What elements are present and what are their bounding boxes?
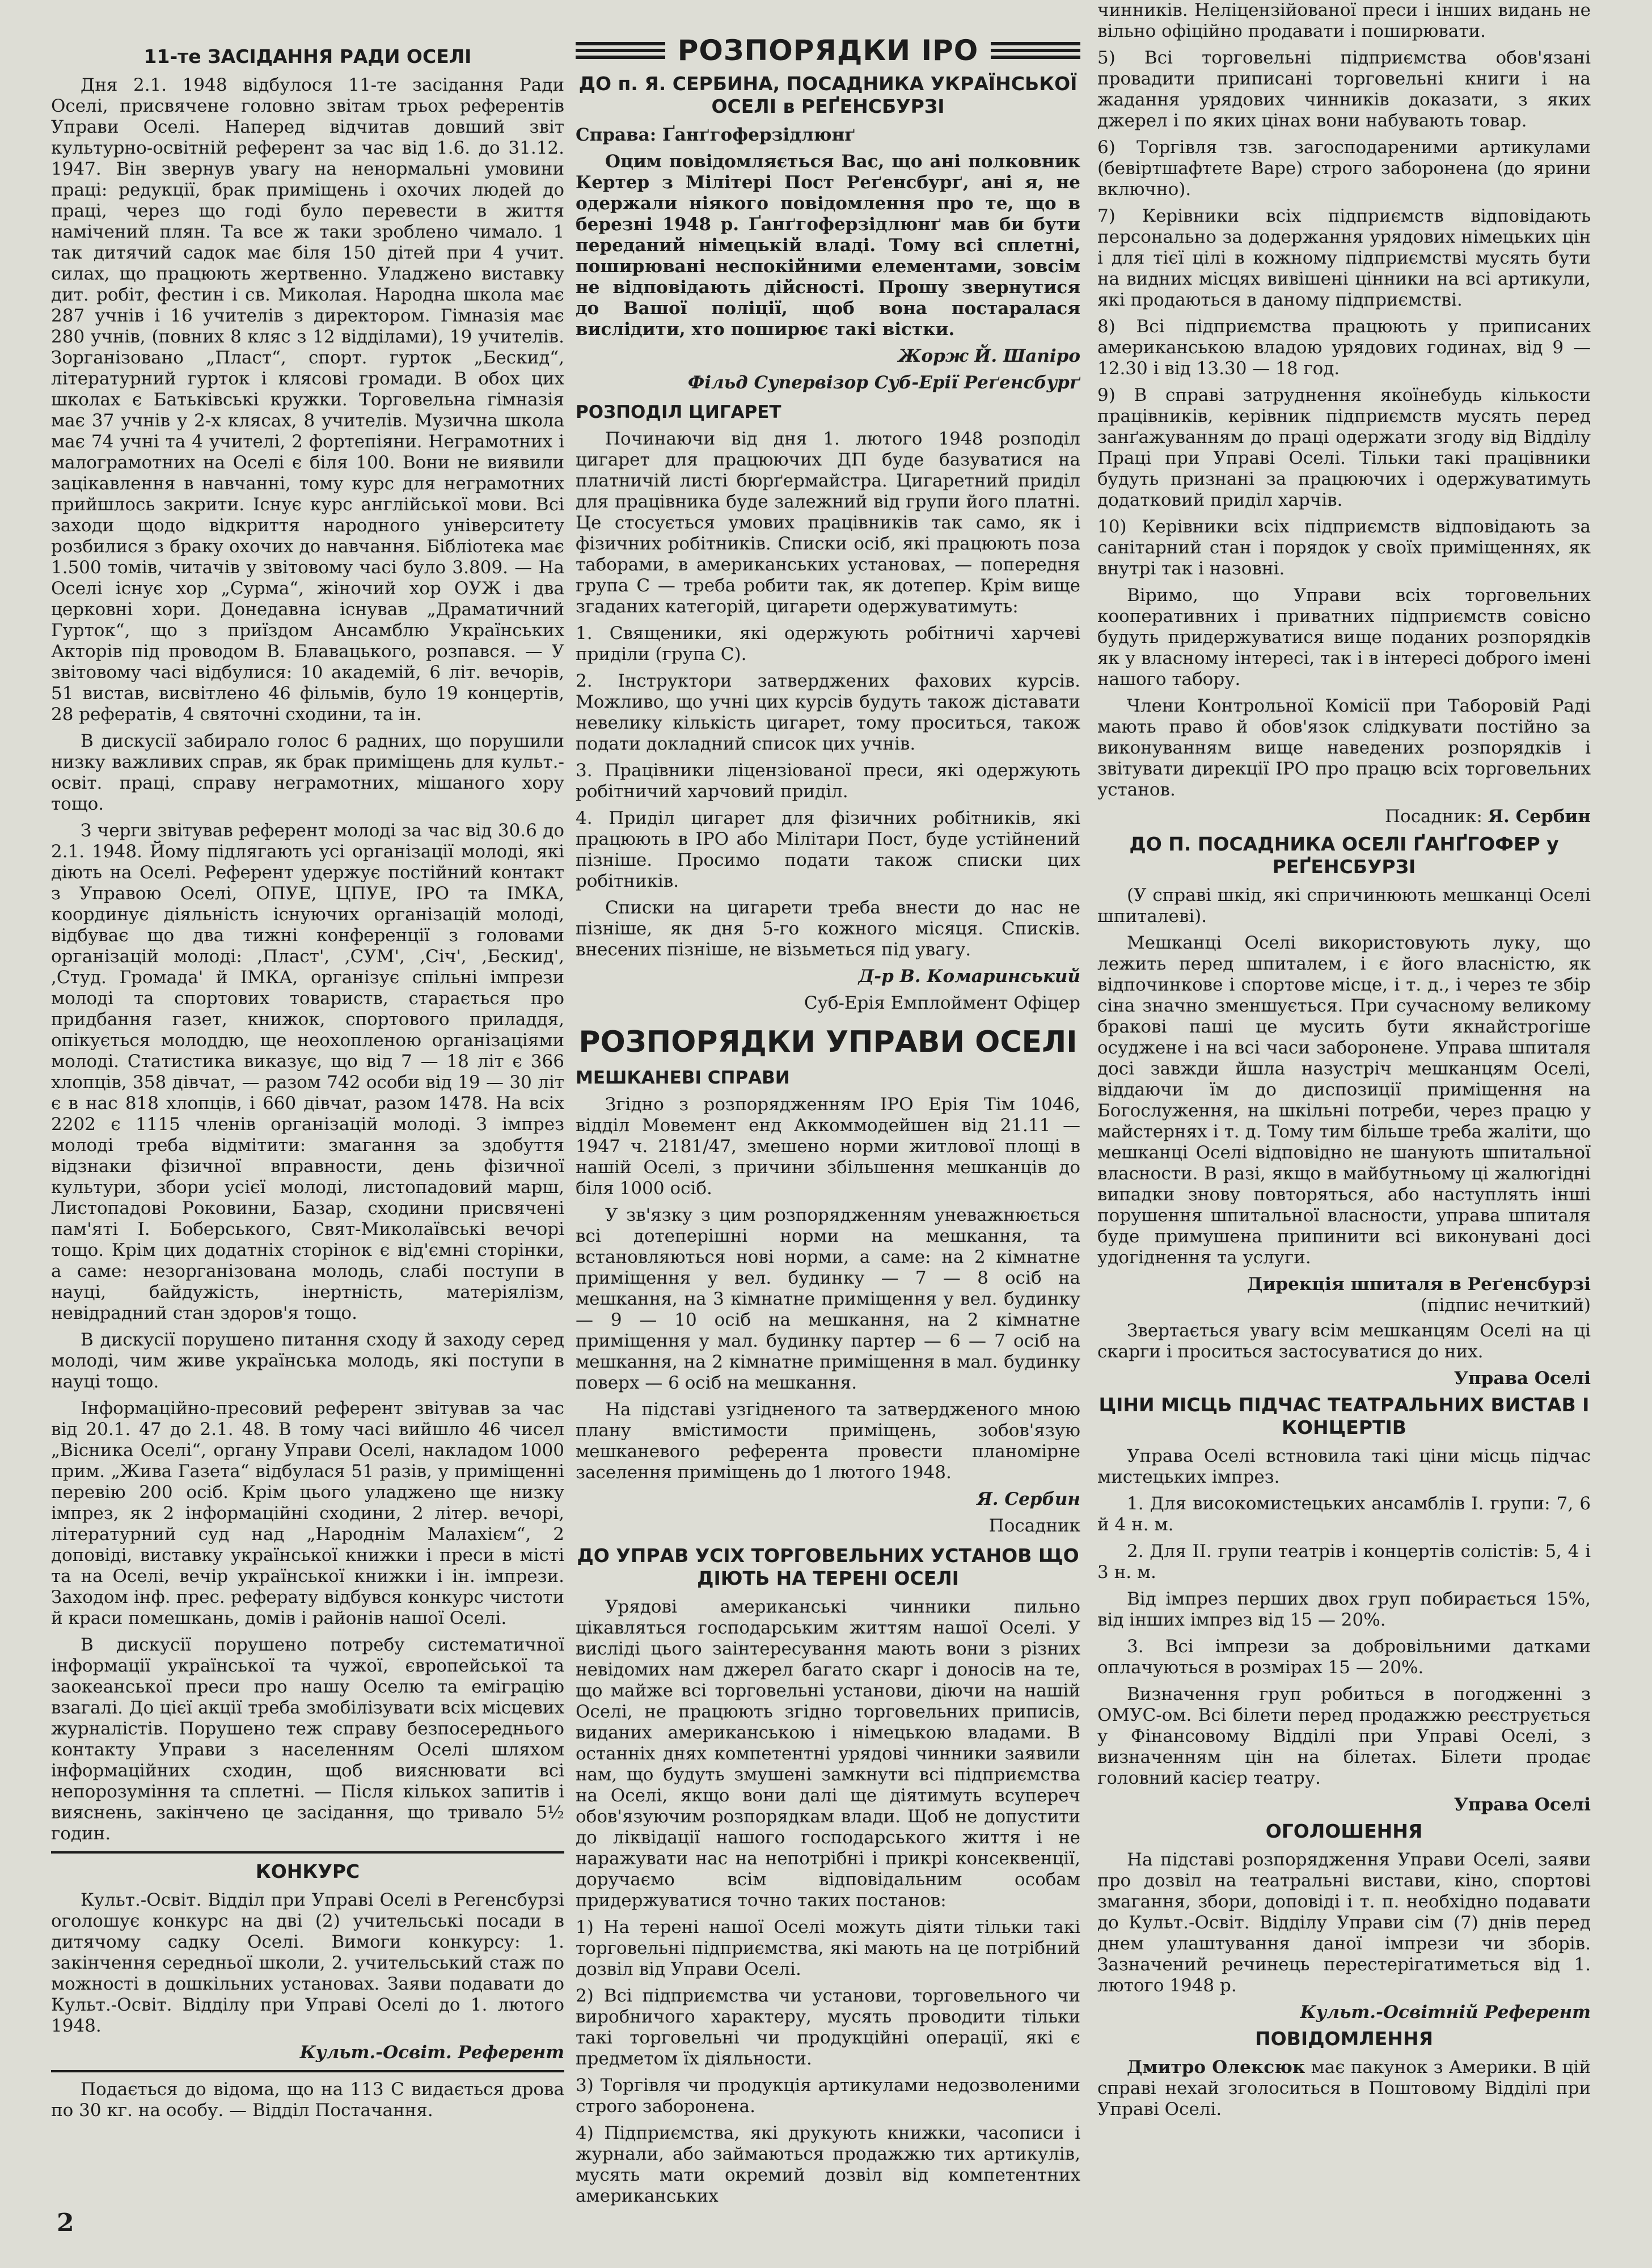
hospital-letter-title: ДО П. ПОСАДНИКА ОСЕЛІ ҐАНҐГОФЕР у РЕҐЕНСБУРЗІ: [1129, 833, 1559, 878]
prices-signature: Управа Оселі: [1454, 1795, 1591, 1815]
council-paragraph-2: В дискусії забирало голос 6 радних, що порушили низку важливих справ, як брак приміщень для культ.-освіт. праці, справу неграмотних, мішаного хору тощо.: [51, 731, 564, 814]
council-paragraph-5: Інформаційно-пресовий референт звітував за час від 20.1. 47 до 2.1. 48. В тому часі вийшло 46 чисел „Вісника Оселі“, органу Управи Оселі, накладом 1000 прим. „Жива Газета“ відбулася 51 разів, у приміщенні перевію 200 осіб. Крім цього уладжено ще низку імпрез, як 2 інформаційні сходини, 2 літер. вечорі, літературний суд над „Народнім Малахієм“, 2 доповіді, виставку української книжки і преси в місті та на Оселі, вечір української книжки і ін. імпрези. Заходом інф. прес. реферату відбувся конкурс чистоти й краси помешкань, домів і районів нашої Оселі.: [51, 1398, 564, 1628]
serbin-letter-title: ДО п. Я. СЕРБИНА, ПОСАДНИКА УКРАЇНСЬКОЇ ОСЕЛІ в РЕҐЕНСБУРЗІ: [578, 73, 1078, 117]
hospital-paragraph-3: Звертається увагу всім мешканцям Оселі на ці скарги і проситься застосуватися до них.: [1097, 1321, 1591, 1362]
cigarettes-title: РОЗПОДІЛ ЦИГАРЕТ: [576, 402, 781, 422]
housing-paragraph-1: Згідно з розпорядженням ІРО Ерія Тім 1046, відділ Мовемент енд Аккоммодейшен від 21.11 — 1947 ч. 2181/47, змешено норми житлової площі в нашій Оселі, з причини збільшення мешканців до біля 1000 осіб.: [576, 1094, 1080, 1199]
housing-paragraph-3: На підставі узгідненого та затвердженого мною плану вмістимости приміщень, зобов'язую мешканевого референта провести планомірне заселення приміщень до 1 лютого 1948.: [576, 1399, 1080, 1483]
prices-paragraph: 3. Всі імпрези за добровільними датками оплачуються в розмірах 15 — 20%.: [1097, 1636, 1591, 1678]
announcement-title: ОГОЛОШЕННЯ: [1265, 1820, 1423, 1842]
trade-paragraph-2: Віримо, що Управи всіх торговельних кооперативних і приватних підприємств совісно будуть придержуватися вище поданих розпорядків як у власному інтересі, так і в інтересі доброго імені нашого табору.: [1097, 585, 1591, 689]
firewood-notice: Подається до відома, що на 113 С видається дрова по 30 кг. на особу. — Відділ Постачання.: [51, 2079, 564, 2121]
trade-rule: 7) Керівники всіх підприємств відповідають персонально за додержання урядових німецьких цін і для тієї цілі в кожному підприємстві мусять бути на видних місцях вивішені цінники на всі артикули, які продаються в даному підприємстві.: [1097, 206, 1591, 310]
housing-signature-title: Посадник: [988, 1516, 1080, 1536]
trade-rule: 5) Всі торговельні підприємства обов'язані провадити приписані торговельні книги і на жадання урядових чинників доказати, з яких джерел і по яких цінах вони набувають товар.: [1097, 48, 1591, 131]
housing-paragraph-2: У зв'язку з цим розпорядженням уневажнюється всі дотеперішні норми на мешкання, та встановляються нові норми, а саме: на 2 кімнатне приміщення у вел. будинку — 7 — 8 осіб на мешкання, на 3 кімнатне приміщення у вел. будинку — 9 — 10 осіб на мешкання, на 2 кімнатне приміщення у мал. будинку партер — 6 — 7 осіб на мешкання, на 2 кімнатне приміщення в мал. будинку поверх — 6 осіб на мешкання.: [576, 1205, 1080, 1393]
serbin-case: Справа: Ґанґгоферзідлюнґ: [576, 125, 856, 145]
iro-banner-title: РОЗПОРЯДКИ ІРО: [677, 34, 979, 67]
notice-name: Дмитро Олексюк: [1127, 2057, 1305, 2077]
housing-title: МЕШКАНЕВІ СПРАВИ: [576, 1068, 790, 1088]
prices-paragraph: Від імпрез перших двох груп побирається 15%, від інших імпрез від 15 — 20%.: [1097, 1589, 1591, 1630]
council-paragraph-6: В дискусії порушено потребу систематичної інформації української та чужої, європейської та заокеанської преси про нашу Оселю та еміграцію взагалі. До цієї акції треба змобілізувати всіх місцевих журналістів. Порушено теж справу безпосереднього контакту Управи з населенням Оселі шляхом інформаційних сходин, щоб вияснювати всі непорозуміння та сплетні. — Після кількох запитів і вияснень, закінчено це засідання, що тривало 5½ годин.: [51, 1635, 564, 1844]
trade-rule: 3) Торгівля чи продукція артикулами недозволеними строго заборонена.: [576, 2075, 1080, 2117]
cigarettes-item: 4. Приділ цигарет для фізичних робітників, які працюють в ІРО або Мілітари Пост, буде устійнений пізніше. Просимо подати також списки цих робітників.: [576, 808, 1080, 891]
trade-signature-name: Я. Сербин: [1488, 806, 1591, 827]
housing-signature-name: Я. Сербин: [977, 1489, 1080, 1509]
hospital-signature-note: (підпис нечиткий): [1420, 1295, 1591, 1315]
divider: [51, 2070, 564, 2072]
hospital-paragraph-2: Мешканці Оселі використовують луку, що лежить перед шпиталем, і є його власністю, як відпочинкове і спортове місце, і т. д., і через те збір сіна значно зменшується. При сучасному великому бракові паші це мусить бути якнайстрогіше осуджене і на всі часи заборонене. Управа шпиталя досі завжди йшла назустріч мешканцям Оселі, віддаючи їм до диспозиції приміщення на Богослуження, на шкільні потреби, через працю у майстернях і т. д. Тому тим більше треба жаліти, що мешканці Оселі відповідно не шанують шпитальної власности. В разі, якщо в майбутньому ці жалюгідні випадки знову повторяться, або наступлять інші порушення шпитальної власности, управа шпиталя буде примушена припинити всі виконувані досі удогіднення та услуги.: [1097, 933, 1591, 1268]
trade-paragraph-1: Урядові американські чинники пильно цікавляться господарським життям нашої Оселі. У висліді цього заінтересування мають вони з різних невідомих нам джерел багато скарг і доносів на те, що майже всі торговельні установи, діючи на нашій Оселі, не працюють згідно торговельних приписів, виданих американською і німецькою владами. В останніх днях компетентні урядові чинники заявили нам, що будуть змушені замкнути всі підприємства на Оселі, якщо вони далі ще діятимуть всупереч обов'язуючим розпорядкам влади. Щоб не допустити до ліквідації нашого господарського життя і не наражувати нас на непотрібні і прикрі консеквенції, доручаємо всім відповідальним особам придержуватися точно таких постанов:: [576, 1597, 1080, 1911]
trade-rule: 2) Всі підприємства чи установи, торговельного чи виробничого характеру, мусять проводити тільки такі торговельні чи продукційні операції, які є предметом їх діяльности.: [576, 1986, 1080, 2069]
cigarettes-signature-name: Д-р В. Комаринський: [858, 966, 1080, 987]
cigarettes-paragraph-1: Починаючи від дня 1. лютого 1948 розподіл цигарет для працюючих ДП буде базуватися на платничій листі бюрґермайстра. Цигаретний приділ для працівника буде залежний від групи його платні. Це стосується умових працівників так само, як і фізичних робітників. Списки осіб, які працюють поза таборами, в американських установах, — попередня група С — треба робити так, як дотепер. Крім вище згаданих категорій, цигарети одержуватимуть:: [576, 429, 1080, 617]
prices-title: ЦІНИ МІСЦЬ ПІДЧАС ТЕАТРАЛЬНИХ ВИСТАВ І КОНЦЕРТІВ: [1098, 1394, 1590, 1438]
cigarettes-signature-title: Суб-Ерія Емплоймент Офіцер: [804, 993, 1080, 1013]
council-paragraph-4: В дискусії порушено питання сходу й заходу серед молоді, чим живе українська молодь, які поступи в науці тощо.: [51, 1330, 564, 1392]
council-paragraph-3: З черги звітував референт молоді за час від 30.6 до 2.1. 1948. Йому підлягають усі організації молоді, які діють на Оселі. Референт удержує постійний контакт з Управою Оселі, ОПУЕ, ЦПУЕ, ІРО та ІМКА, координує діяльність існуючих організацій молоді, відбуває що два тижні конференції з головами організацій молоді: ,Пласт', ,СУМ', ,Січ', ,Бескид', ,Студ. Громада' й ІМКА, організує спільні імпрези молоді та спортових товариств, старається про придбання газет, книжок, спортового приладдя, опікується молоддю, ще неохопленою організаціями молоді. Статистика виказує, що від 7 — 18 літ є 366 хлопців, 358 дівчат, — разом 742 особи від 19 — 30 літ є в нас 818 хлопців, і 660 дівчат, разом 1478. На всіх 2202 є 1115 членів організацій молоді. З імпрез молоді треба відмітити: змагання за здобуття відзнаки фізичної вправности, день фізичної культури, збори усієї молоді, листопадовий марш, Листопадові Роковини, Базар, сходини присвячені пам'яті І. Боберського, Свят-Миколаївські вечорі тощо. Крім цих додатніх сторінок є від'ємні сторінки, а саме: незорганізована молодь, слабі поступи в науці, байдужість, інертність, матеріялізм, невідрадний стан здоров'я тощо.: [51, 820, 564, 1323]
banner-bars-left: [576, 42, 665, 59]
announcement-signature: Культ.-Освітній Референт: [1300, 2002, 1591, 2022]
hospital-paragraph-1: (У справі шкід, які спричинюють мешканці Оселі шпиталеві).: [1097, 885, 1591, 926]
trade-rule: 8) Всі підприємства працюють у приписаних американською владою урядових годинах, від 9 — 12.30 і від 13.30 — 18 год.: [1097, 316, 1591, 379]
prices-paragraph: 2. Для ІІ. групи театрів і концертів солістів: 5, 4 і 3 н. м.: [1097, 1541, 1591, 1582]
cigarettes-item: 2. Інструктори затверджених фахових курсів. Можливо, що учні цих курсів будуть також діставати невелику кількість цигарет, тому проситься, також подати докладний список цих учнів.: [576, 671, 1080, 754]
serbin-letter-text: Оцим повідомляється Вас, що ані полковник Кертер з Мілітері Пост Реґенсбурґ, ані я, не одержали ніякого повідомлення про те, що в березні 1948 р. Ґанґгоферзідлюнґ мав би бути переданий німецькій владі. Тому всі сплетні, поширювані неспокійними елементами, зовсім не відповідають дійсності. Прошу звернутися до Вашої поліції, щоб вона постаралася вислідити, хто поширює такі вістки.: [576, 151, 1080, 340]
notice-title: ПОВІДОМЛЕННЯ: [1255, 2028, 1433, 2050]
iro-banner: [576, 34, 1080, 67]
divider: [51, 1851, 564, 1854]
trade-continued: чинників. Неліцензійованої преси і інших видань не вільно офіційно продавати і поширювати.: [1097, 0, 1591, 41]
column-left: [51, 45, 564, 2160]
cigarettes-item: 3. Працівники ліцензіованої преси, які одержують робітничий харчовий приділ.: [576, 760, 1080, 802]
notice-body: має пакунок з Америки. В цій справі нехай зголоситься в Поштовому Відділі при Управі Оселі.: [1097, 2057, 1591, 2119]
trade-orders-title: ДО УПРАВ УСІХ ТОРГОВЕЛЬНИХ УСТАНОВ ЩО ДІЮТЬ НА ТЕРЕНІ ОСЕЛІ: [577, 1545, 1079, 1589]
cigarettes-item: 1. Священики, які одержують робітничі харчеві приділи (група С).: [576, 623, 1080, 665]
konkurs-signature: Культ.-Освіт. Референт: [299, 2042, 564, 2063]
prices-paragraph: Визначення груп робиться в погодженні з ОМУС-ом. Всі білети перед продажжю реєструється у Фінансовому Відділі при Управі Оселі, з визначенням цін на білетах. Білети продає головний касієр театру.: [1097, 1684, 1591, 1788]
serbin-signature-title: Фільд Супервізор Суб-Ерії Реґенсбурґ: [687, 373, 1080, 393]
prices-paragraph: Управа Оселі встновила такі ціни місць підчас мистецьких імпрез.: [1097, 1446, 1591, 1487]
notice-text: [1097, 2057, 1591, 2120]
settlement-orders-title: РОЗПОРЯДКИ УПРАВИ ОСЕЛІ: [578, 1025, 1078, 1059]
column-right: [1097, 0, 1591, 2189]
trade-signature-label: Посадник:: [1385, 806, 1482, 827]
cigarettes-paragraph-2: Списки на цигарети треба внести до нас не пізніше, як дня 5-го кожного місяця. Списків. внесених пізніше, не візьметься під увагу.: [576, 898, 1080, 960]
council-paragraph-1: Дня 2.1. 1948 відбулося 11-те засідання Ради Оселі, присвячене головно звітам трьох референтів Управи Оселі. Наперед відчитав довший звіт культурно-освітній референт за час від 1.6. до 31.12. 1947. Він звернув увагу на ненормальні умовини праці: редукції, брак приміщень і охочих людей до праці, через що годі було перевести в життя намічений плян. Та все ж таки зроблено чимало. 1 так дитячий садок має біля 150 дітей при 4 учит. силах, що працюють жертвенно. Уладжено виставку дит. робіт, фестин і св. Миколая. Народна школа має 287 учнів і 16 учителів з директором. Гімназія має 280 учнів, (повних 8 кляс з 12 відділами), 19 учителів. Зорганізовано „Пласт“, спорт. гурток „Бескид“, літературний гурток і клясові громади. В обох цих школах є Батьківські кружки. Торговельна гімназія має 37 учнів у 2-х клясах, 8 учителів. Музична школа має 74 учні та 4 учителі, 2 фортепіяни. Неграмотних і малограмотних на Оселі є біля 100. Вони не виявили зацікавлення в навчанні, тому курс для неграмотних прийшлось закрити. Існує курс англійської мови. Всі заходи щодо відкриття народного університету розбилися з браку охочих до навчання. Бібліотека має 1.500 томів, читачів у звітовому часі було 3.809. — На Оселі існує хор „Сурма“, жіночий хор ОУЖ і два церковні хори. Донедавна існував „Драматичний Гурток“, що з приїздом Ансамблю Українських Акторів під проводом В. Блавацького, розпався. — У звітовому часі відбулися: 10 академій, 6 літ. вечорів, 51 вистав, висвітлено 46 фільмів, було 19 концертів, 28 рефератів, 4 святочні сходини, та ін.: [51, 75, 564, 725]
banner-bars-right: [991, 42, 1080, 59]
trade-rule: 9) В справі затруднення якоїнебудь кількости працівників, керівник підприємств мусять перед занґажуванням до праці одержати згоду від Відділу Праці при Управі Оселі. Тільки такі працівники будуть признані за працюючих і одержуватимуть додатковий приділ харчів.: [1097, 385, 1591, 510]
konkurs-title: КОНКУРС: [255, 1860, 360, 1882]
trade-signature: [1097, 806, 1591, 827]
hospital-settlement-signature: Управа Оселі: [1454, 1368, 1591, 1389]
trade-rule: 4) Підприємства, які друкують книжки, часописи і журнали, або займаються продажжю тих артикулів, мусять мати окремий дозвіл від компетентних американських: [576, 2123, 1080, 2206]
serbin-signature-name: Жорж Й. Шапіро: [898, 346, 1080, 366]
trade-rule: 10) Керівники всіх підприємств відповідають за санітарний стан і порядок у своїх приміщеннях, як внутрі так і назовні.: [1097, 517, 1591, 579]
trade-paragraph-3: Члени Контрольної Комісії при Таборовій Раді мають право й обов'язок слідкувати постійно за виконуванням вище наведених розпорядків і звітувати дирекції ІРО про працю всіх торговельних установ.: [1097, 696, 1591, 800]
trade-rule: 6) Торгівля тзв. загосподареними артикулами (бевіртшафтете Варе) строго заборонена (до ярини включно).: [1097, 137, 1591, 200]
trade-rule: 1) На терені нашої Оселі можуть діяти тільки такі торговельні підприємства, які мають на це потрібний дозвіл від Управи Оселі.: [576, 1917, 1080, 1979]
column-middle: [576, 34, 1080, 2223]
konkurs-text: Культ.-Освіт. Відділ при Управі Оселі в Регенсбурзі оголошує конкурс на дві (2) учительські посади в дитячому садку Оселі. Вимоги конкурсу: 1. закінчення середньої школи, 2. учительський стаж по можності в дошкільних установах. Заяви подавати до Культ.-Освіт. Відділу при Управі Оселі до 1. лютого 1948.: [51, 1890, 564, 2036]
council-meeting-title: 11-те ЗАСІДАННЯ РАДИ ОСЕЛІ: [143, 45, 472, 67]
announcement-text: На підставі розпорядження Управи Оселі, заяви про дозвіл на театральні вистави, кіно, спортові змагання, збори, доповіді і т. п. необхідно подавати до Культ.-Освіт. Відділу Управи сім (7) днів перед днем улаштування даної імпрези чи зборів. Зазначений речинець перестерігатиметься від 1. лютого 1948 р.: [1097, 1850, 1591, 1996]
prices-paragraph: 1. Для високомистецьких ансамблів І. групи: 7, 6 й 4 н. м.: [1097, 1493, 1591, 1535]
hospital-signature: Дирекція шпиталя в Реґенсбурзі: [1247, 1274, 1591, 1294]
page-number: 2: [57, 2208, 74, 2237]
